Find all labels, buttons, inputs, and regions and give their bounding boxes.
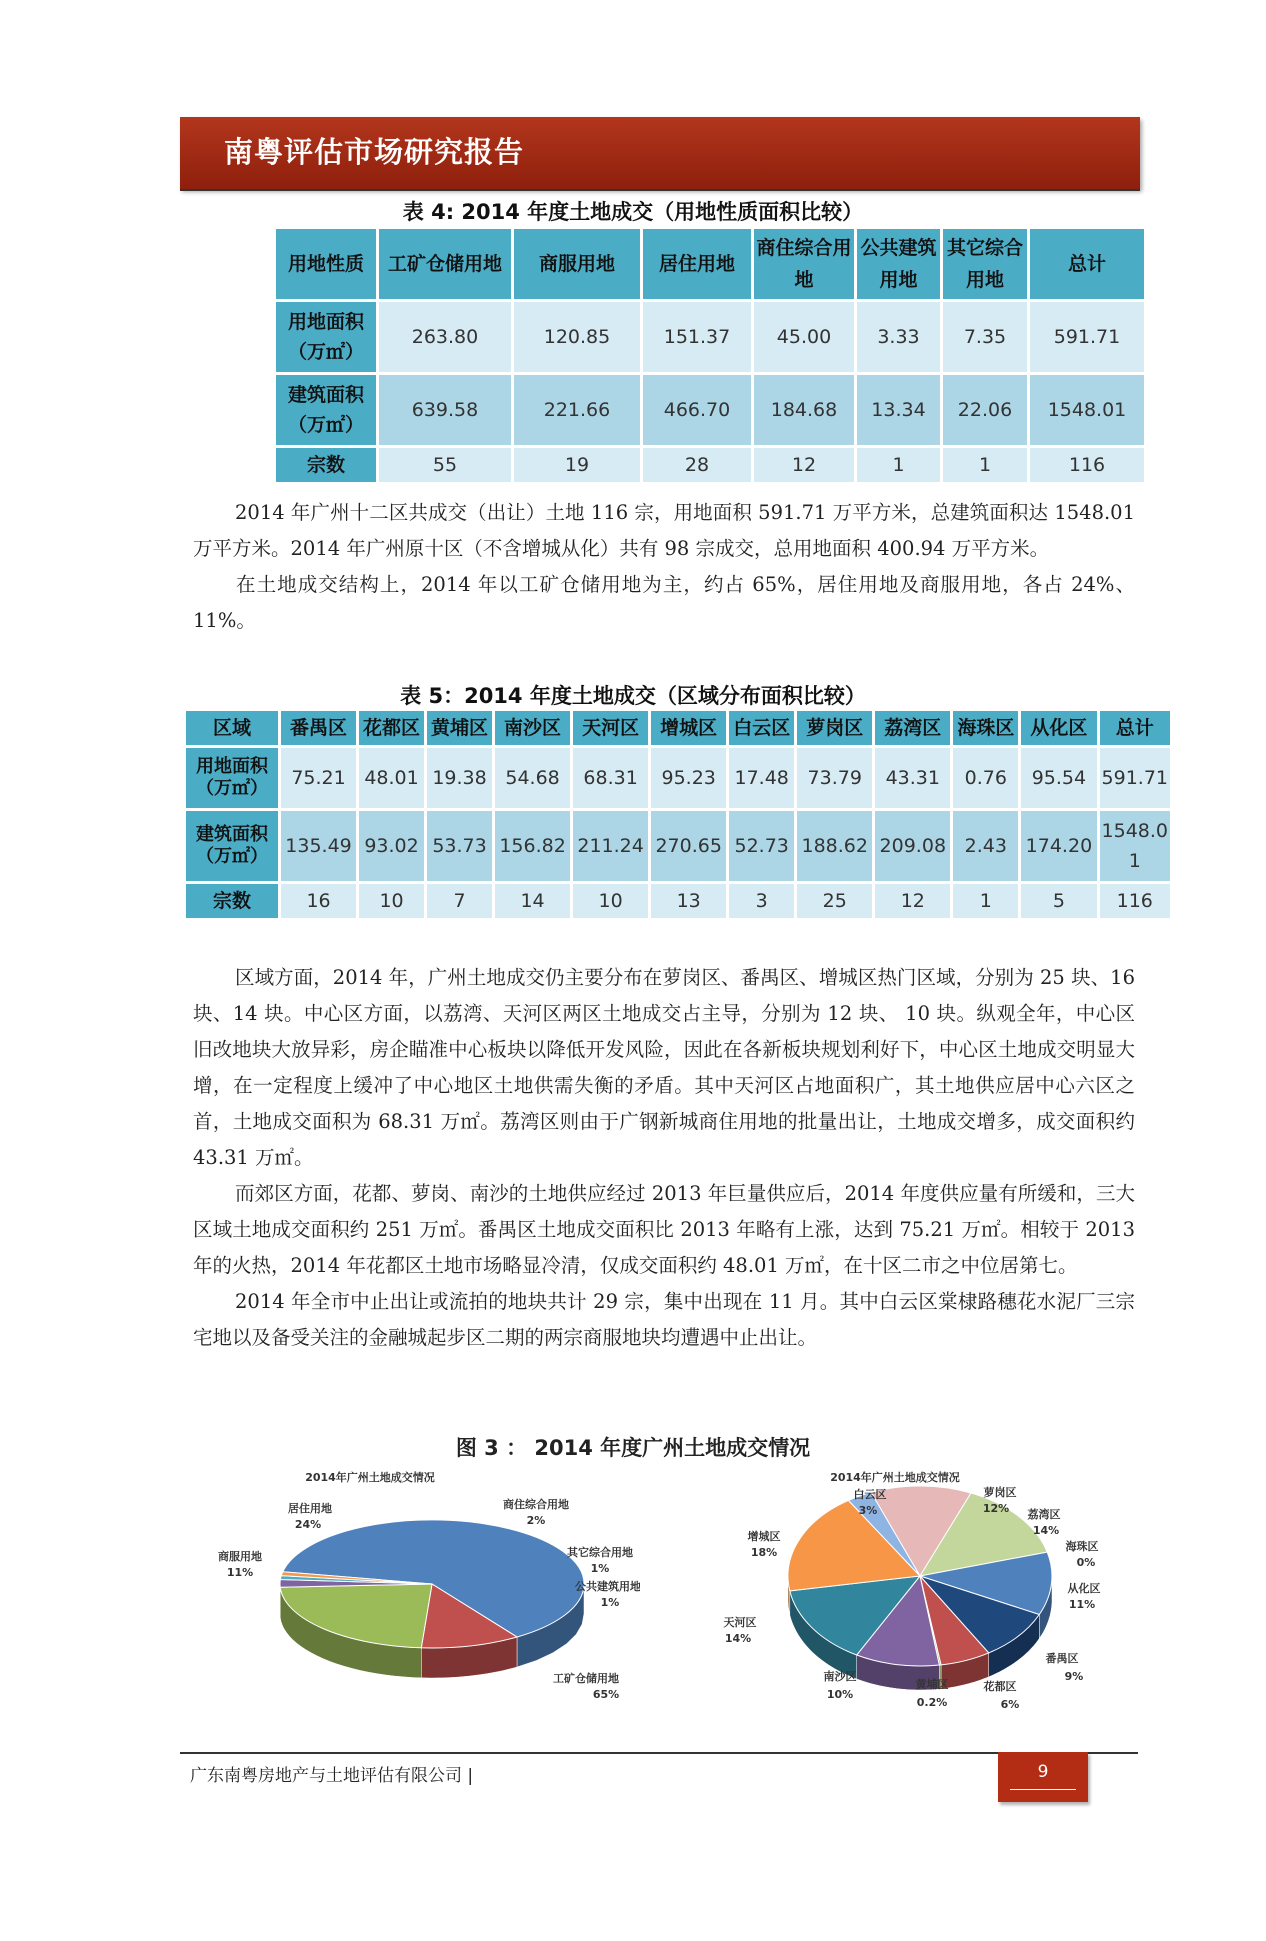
table5-cell: 48.01 [359,748,424,808]
table4-row-label: 用地面积（万㎡） [276,302,376,372]
table4-cell: 45.00 [754,302,854,372]
table5-cell: 52.73 [729,811,794,881]
pie-category-label: 商服用地 [218,1550,262,1563]
table4-cell: 7.35 [943,302,1027,372]
pie-percent-label: 14% [724,1632,752,1645]
table5-cell: 135.49 [281,811,356,881]
pie-chart-land-use [200,1464,640,1710]
chart-title: 2014年广州土地成交情况 [830,1471,960,1484]
table4-header-cell: 公共建筑用地 [857,229,940,299]
header-divider [180,189,1140,191]
paragraph-group-2 [193,960,1135,1356]
pie-category-label: 海珠区 [1065,1540,1099,1553]
table4-cell: 19 [514,448,640,482]
table4-cell: 116 [1030,448,1144,482]
pie-category-label: 居住用地 [288,1502,332,1515]
table4-cell: 55 [379,448,511,482]
table5-cell: 14 [495,884,570,918]
pie-percent-label: 12% [982,1502,1010,1515]
pie-percent-label: 14% [1032,1524,1060,1537]
pie-percent-label: 0.2% [916,1696,948,1709]
pie-category-label: 南沙区 [823,1670,857,1683]
figure-caption: 图 3 ： 2014 年度广州土地成交情况 [455,1436,811,1460]
pie-percent-label: 65% [592,1688,620,1701]
table5-caption: 表 5：2014 年度土地成交（区域分布面积比较） [400,684,866,708]
table5-row [186,884,1170,918]
table5-cell: 54.68 [495,748,570,808]
pie-percent-label: 3% [858,1504,878,1517]
pie-category-label: 商住综合用地 [503,1498,569,1511]
pie-category-label: 天河区 [723,1616,757,1629]
paragraph [193,960,1135,1176]
table5-cell: 591.71 [1100,748,1170,808]
table5-cell: 95.23 [651,748,726,808]
table4-header-cell: 工矿仓储用地 [379,229,511,299]
paragraph-text: 2014 年全市中止出让或流拍的地块共计 29 宗，集中出现在 11 月。其中白云区棠棣路穗花水泥厂三宗宅地以及备受关注的金融城起步区二期的两宗商服地块均遭遇中止出让。 [193,1290,1135,1349]
pie-percent-label: 10% [826,1688,854,1701]
table5-cell: 0.76 [953,748,1018,808]
paragraph [193,567,1135,639]
table5-cell: 156.82 [495,811,570,881]
report-title: 南粤评估市场研究报告 [224,135,525,169]
table5-row-label: 建筑面积（万㎡） [186,811,278,881]
pie-percent-label: 2% [526,1514,546,1527]
pie-percent-label: 18% [750,1546,778,1559]
table5-cell: 25 [797,884,872,918]
pie-category-label: 其它综合用地 [567,1546,633,1559]
table5-cell: 95.54 [1021,748,1096,808]
table4-row [276,448,1144,482]
table4-row-label: 宗数 [276,448,376,482]
table5-cell: 13 [651,884,726,918]
table4-cell: 639.58 [379,375,511,445]
chart-title: 2014年广州土地成交情况 [305,1471,435,1484]
table4-cell: 12 [754,448,854,482]
table5-header-cell: 番禺区 [281,711,356,745]
paragraph-text: 在土地成交结构上，2014 年以工矿仓储用地为主，约占 65%，居住用地及商服用地，各占 24%、11%。 [193,573,1135,632]
table5-header-cell: 花都区 [359,711,424,745]
table4-cell: 3.33 [857,302,940,372]
table4-cell: 184.68 [754,375,854,445]
pie-chart-district [700,1464,1140,1710]
pie-percent-label: 24% [294,1518,322,1531]
pie-percent-label: 1% [590,1562,610,1575]
table5-header-cell: 黄埔区 [427,711,492,745]
pie-percent-label: 0% [1076,1556,1096,1569]
pie-percent-label: 9% [1064,1670,1084,1683]
pie-chart-land-use-svg [200,1464,640,1710]
table5-cell: 211.24 [573,811,648,881]
table5-header-cell: 区域 [186,711,278,745]
paragraph-text: 区域方面，2014 年，广州土地成交仍主要分布在萝岗区、番禺区、增城区热门区域，分别为 25 块、16 块、14 块。中心区方面，以荔湾、天河区两区土地成交占主导，分别为 12 块、 10 块。纵观全年，中心区旧改地块大放异彩，房企瞄准中心板块以降低开发风险，因此在各新板块规划利好下，中心区土地成交明显大增，在一定程度上缓冲了中心地区土地供需失衡的矛盾。其中天河区占地面积广，其土地供应居中心六区之首，土地成交面积为 68.31 万㎡。荔湾区则由于广钢新城商住用地的批量出让，土地成交增多，成交面积约 43.31 万㎡。 [193,966,1135,1169]
paragraph-text: 2014 年广州十二区共成交（出让）土地 116 宗，用地面积 591.71 万平方米，总建筑面积达 1548.01 万平方米。2014 年广州原十区（不含增城从化）共有 98 宗成交，总用地面积 400.94 万平方米。 [193,501,1135,560]
table5-header-cell: 荔湾区 [875,711,950,745]
table4-header-cell: 商服用地 [514,229,640,299]
table5-district [183,708,1173,921]
pie-category-label: 白云区 [853,1488,887,1501]
pie-chart-district-svg [700,1464,1140,1710]
pie-category-label: 花都区 [983,1680,1017,1693]
table4-cell: 1 [943,448,1027,482]
pie-percent-label: 1% [600,1596,620,1609]
pie-category-label: 增城区 [747,1530,781,1543]
table4-cell: 221.66 [514,375,640,445]
table5-cell: 93.02 [359,811,424,881]
table5-cell: 5 [1021,884,1096,918]
table5-cell: 19.38 [427,748,492,808]
table5-cell: 2.43 [953,811,1018,881]
pie-category-label: 荔湾区 [1027,1508,1061,1521]
table5-cell: 1548.01 [1100,811,1170,881]
table4-row [276,302,1144,372]
pie-category-label: 萝岗区 [983,1486,1017,1499]
table4-cell: 151.37 [643,302,751,372]
table4-cell: 120.85 [514,302,640,372]
table4-header-cell: 居住用地 [643,229,751,299]
table5-header-cell: 从化区 [1021,711,1096,745]
table5-cell: 16 [281,884,356,918]
pie-percent-label: 6% [1000,1698,1020,1710]
paragraph [193,495,1135,567]
table5-cell: 1 [953,884,1018,918]
table5-cell: 43.31 [875,748,950,808]
table4-cell: 591.71 [1030,302,1144,372]
table5-cell: 174.20 [1021,811,1096,881]
table5-cell: 209.08 [875,811,950,881]
table5-header-cell: 萝岗区 [797,711,872,745]
pie-category-label: 公共建筑用地 [575,1580,640,1593]
table4-row [276,375,1144,445]
table4-header-cell: 商住综合用地 [754,229,854,299]
table5-header-cell: 海珠区 [953,711,1018,745]
paragraph [193,1176,1135,1284]
table5-header-cell: 天河区 [573,711,648,745]
pie-category-label: 从化区 [1067,1582,1101,1595]
page-number: 9 [1037,1762,1049,1782]
table4-header-cell: 其它综合用地 [943,229,1027,299]
table5-cell: 53.73 [427,811,492,881]
table4-cell: 13.34 [857,375,940,445]
table5-row [186,748,1170,808]
table4-caption: 表 4: 2014 年度土地成交（用地性质面积比较） [402,200,864,224]
table5-header-cell: 南沙区 [495,711,570,745]
table5-row-label: 用地面积（万㎡） [186,748,278,808]
table4-cell: 466.70 [643,375,751,445]
table5-cell: 270.65 [651,811,726,881]
table5-cell: 10 [573,884,648,918]
table5-cell: 10 [359,884,424,918]
table4-cell: 1548.01 [1030,375,1144,445]
table5-cell: 7 [427,884,492,918]
pie-category-label: 番禺区 [1045,1652,1079,1665]
footer-divider [180,1752,1138,1754]
table5-row [186,811,1170,881]
table5-cell: 73.79 [797,748,872,808]
table5-cell: 188.62 [797,811,872,881]
table5-header-cell: 增城区 [651,711,726,745]
paragraph-text: 而郊区方面，花都、萝岗、南沙的土地供应经过 2013 年巨量供应后，2014 年度供应量有所缓和，三大区域土地成交面积约 251 万㎡。番禺区土地成交面积比 2013 年略有上涨，达到 75.21 万㎡。相较于 2013 年的火热，2014 年花都区土地市场略显冷清，仅成交面积约 48.01 万㎡，在十区二市之中位居第七。 [193,1182,1135,1277]
pie-category-label: 黄埔区 [915,1678,949,1691]
table5-cell: 68.31 [573,748,648,808]
table4-cell: 22.06 [943,375,1027,445]
table5-header-cell: 总计 [1100,711,1170,745]
table5-row-label: 宗数 [186,884,278,918]
pie-percent-label: 11% [226,1566,254,1579]
table5-cell: 17.48 [729,748,794,808]
pie-category-label: 工矿仓储用地 [553,1672,619,1685]
table5-cell: 12 [875,884,950,918]
table4-land-use [273,226,1147,485]
table4-header-cell: 总计 [1030,229,1144,299]
table4-row-label: 建筑面积（万㎡） [276,375,376,445]
table4-cell: 1 [857,448,940,482]
footer-company: 广东南粤房地产与土地评估有限公司 | [190,1766,474,1786]
table4-cell: 263.80 [379,302,511,372]
pie-percent-label: 11% [1068,1598,1096,1611]
table4-header-cell: 用地性质 [276,229,376,299]
table5-header-cell: 白云区 [729,711,794,745]
paragraph-group-1 [193,495,1135,639]
table5-cell: 116 [1100,884,1170,918]
table5-cell: 3 [729,884,794,918]
page-number-underline [1010,1789,1076,1790]
table4-cell: 28 [643,448,751,482]
table5-cell: 75.21 [281,748,356,808]
paragraph [193,1284,1135,1356]
